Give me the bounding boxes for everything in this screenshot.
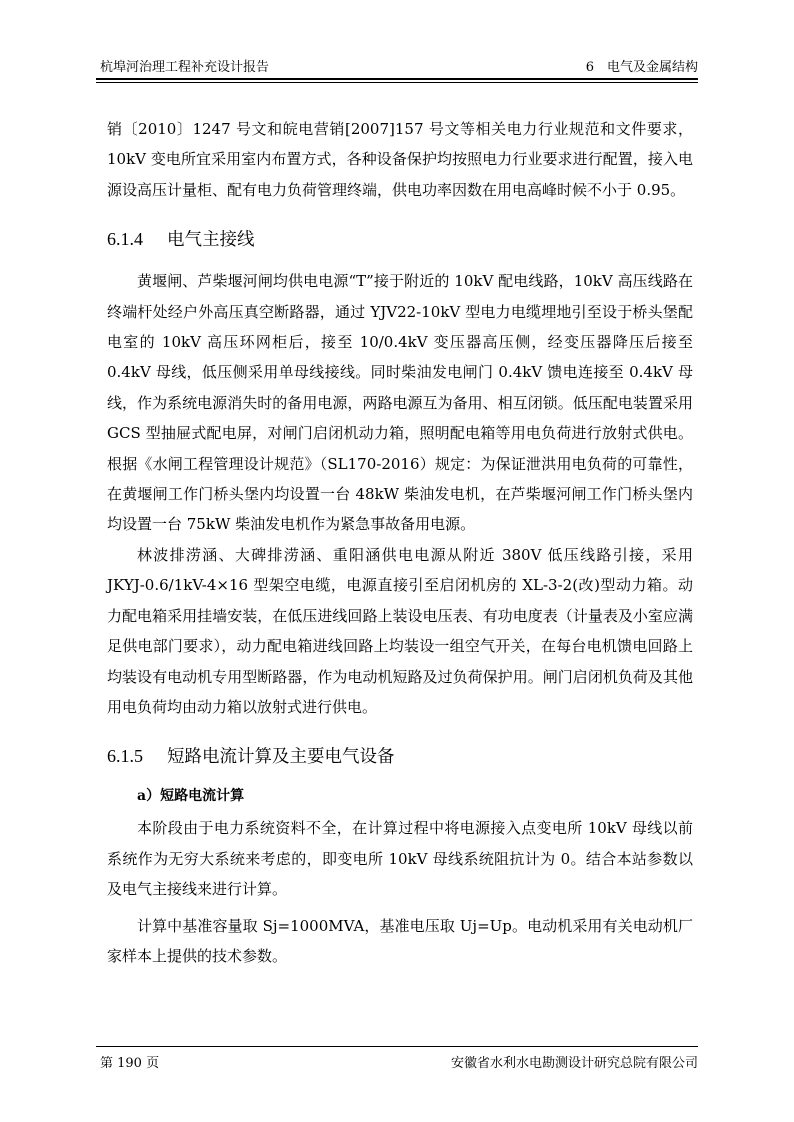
paragraph-short-circuit-2: 计算中基准容量取 Sj=1000MVA，基准电压取 Uj=Up。电动机采用有关电动机厂家样本上提供的技术参数。 <box>107 916 693 965</box>
paragraph-short-circuit-1: 本阶段由于电力系统资料不全，在计算过程中将电源接入点变电所 10kV 母线以前系统作为无穷大系统来考虑的，即变电所 10kV 母线系统阻抗计为 0。结合本站参数以及电气主接线来进行计算。 <box>107 819 693 899</box>
paragraph-main-wiring-1: 黄堰闸、芦柴堰河闸均供电电源“T”接于附近的 10kV 配电线路，10kV 高压线路在终端杆处经户外高压真空断路器，通过 YJV22-10kV 型电力电缆埋地引至设于桥头堡配电室的 10kV 高压环网柜后，接至 10/0.4kV 变压器高压侧，经变压器降压后接至 0.4kV 母线，低压侧采用单母线接线。同时柴油发电闸门 0.4kV 馈电连接至 0.4kV 母线，作为系统电源消失时的备用电源，两路电源互为备用、相互闭锁。低压配电装置采用 GCS 型抽屉式配电屏，对闸门启闭机动力箱，照明配电箱等用电负荷进行放射式供电。根据《水闸工程管理设计规范》（SL170-2016）规定：为保证泄洪用电负荷的可靠性，在黄堰闸工作门桥头堡内均设置一台 48kW 柴油发电机，在芦柴堰河闸工作门桥头堡内均设置一台 75kW 柴油发电机作为紧急事故备用电源。 <box>107 272 693 534</box>
section-title: 电气主接线 <box>167 230 255 251</box>
header-rule-thick <box>96 78 698 80</box>
header-report-title: 杭埠河治理工程补充设计报告 <box>100 60 270 75</box>
organization-name: 安徽省水利水电勘测设计研究总院有限公司 <box>450 1056 698 1071</box>
page-header <box>100 56 698 75</box>
header-chapter-title: 6 电气及金属结构 <box>585 60 698 75</box>
header-rule-thin <box>96 82 698 83</box>
page-number: 第 190 页 <box>100 1056 160 1071</box>
paragraph-continued: 销〔2010〕1247 号文和皖电营销[2007]157 号文等相关电力行业规范和文件要求，10kV 变电所宜采用室内布置方式，各种设备保护均按照电力行业要求进行配置，接入电源设高压计量柜、配有电力负荷管理终端，供电功率因数在用电高峰时候不小于 0.95。 <box>107 120 693 199</box>
page-body <box>107 114 693 971</box>
page-footer <box>100 1052 698 1071</box>
section-title: 短路电流计算及主要电气设备 <box>167 747 395 768</box>
subsection-heading-a: a）短路电流计算 <box>137 788 245 805</box>
section-heading-short-circuit <box>107 742 693 771</box>
paragraph-main-wiring-2: 林波排涝涵、大碑排涝涵、重阳涵供电电源从附近 380V 低压线路引接，采用 JKYJ-0.6/1kV-4×16 型架空电缆，电源直接引至启闭机房的 XL-3-2(改)型动力箱。动力配电箱采用挂墙安装，在低压进线回路上装设电压表、有功电度表（计量表及小室应满足供电部门要求），动力配电箱进线回路上均装设一组空气开关，在每台电机馈电回路上均装设有电动机专用型断路器，作为电动机短路及过负荷保护用。闸门启闭机负荷及其他用电负荷均由动力箱以放射式进行供电。 <box>107 545 693 716</box>
footer-rule <box>96 1046 698 1047</box>
section-number: 6.1.4 <box>107 229 143 250</box>
section-heading-main-wiring <box>107 225 693 254</box>
section-number: 6.1.5 <box>107 746 143 767</box>
